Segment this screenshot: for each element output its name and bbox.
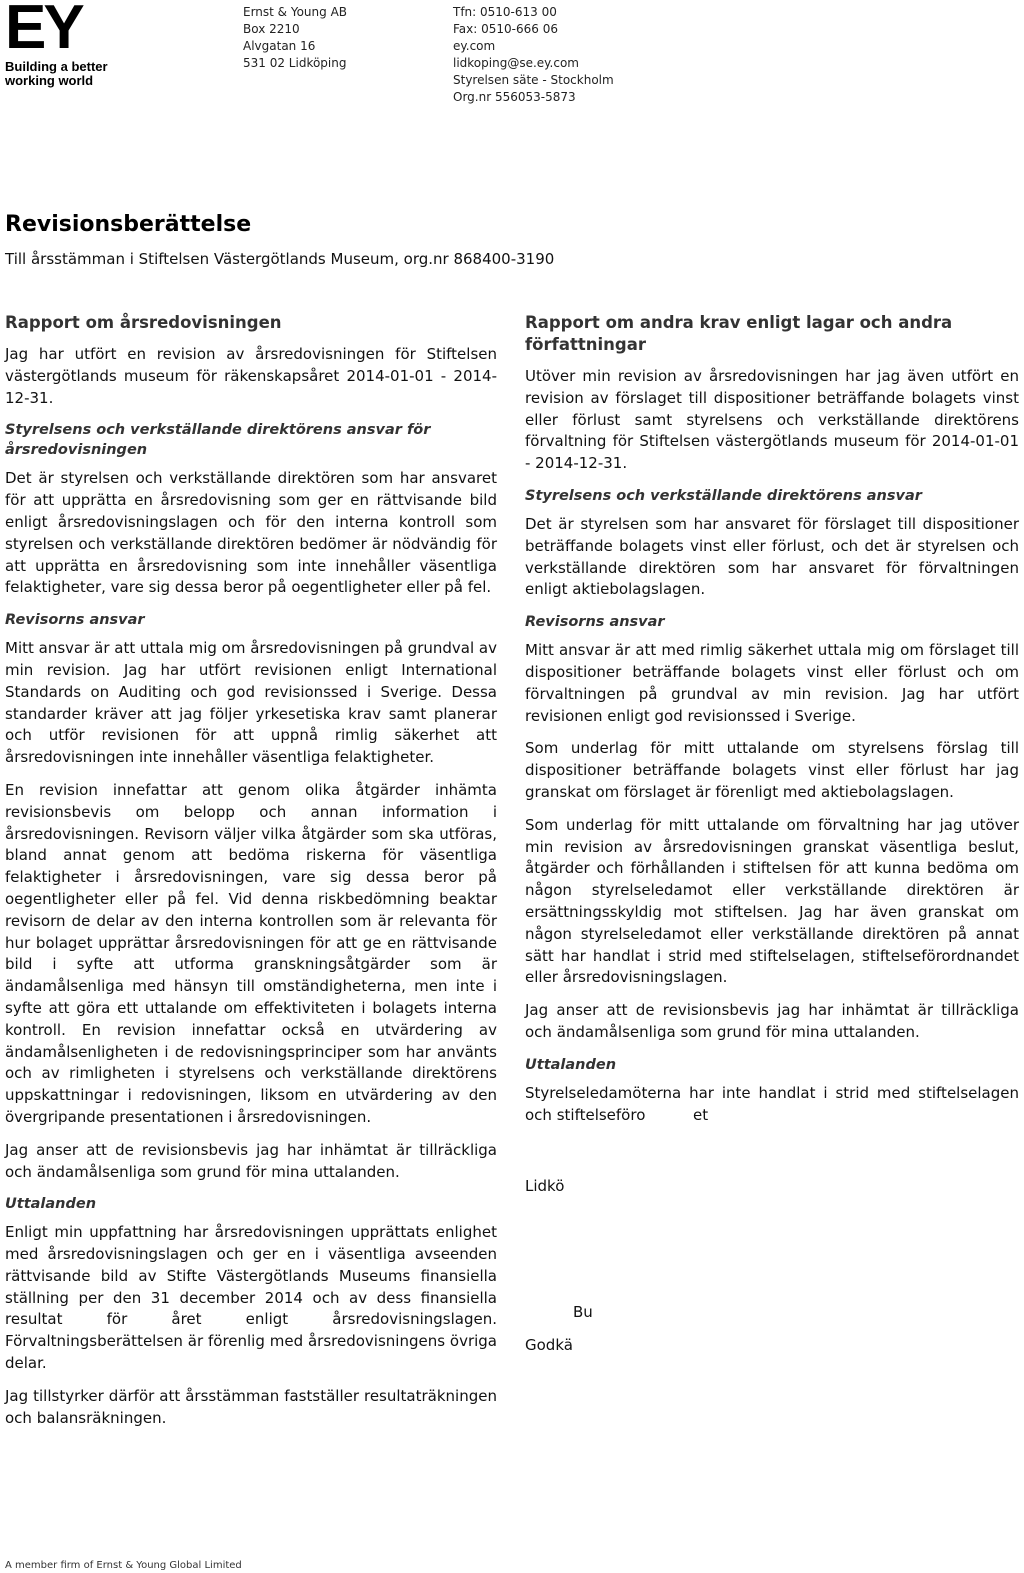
paragraph: Utöver min revision av årsredovisningen har jag även utfört en revision av förslaget till dispositioner beträffande bolagets vinst eller förlust samt styrelsens och verkställande direktörens förvaltning för Stiftelsen västergötlands museum för 2014-01-01 - 2014-12-31. [525,367,1019,473]
place-fragment: Lidkö [525,1177,565,1196]
paragraph: En revision innefattar att genom olika åtgärder inhämta revisionsbevis om belopp och annan information i årsredovisningen. Revisorn väljer vilka åtgärder som ska utföras, bland annat genom att bedöma riskerna för väsentliga felaktigheter i årsredovisningen, vare sig dessa beror på oegentligheter eller på fel. Vid denna riskbedömning beaktar revisorn de delar av den interna kontrollen som är relevanta för hur bolaget upprättar årsredovisningen för att ge en rättvisande bild i syfte att utforma granskningsåtgärder som är ändamålsenliga med hänsyn till omständigheterna, men inte i syfte att göra ett uttalande om effektiviteten i bolagets interna kontroll. En revision innefattar också en utvärdering av ändamålsenligheten i de redovisningsprinciper som har använts och av rimligheten i styrelsens och verkställande direktörens uppskattningar i redovisningen, liksom en utvärdering av den övergripande presentationen i årsredovisningen. [5,780,497,1126]
signature-fragment: Bu [573,1303,593,1322]
paragraph: Enligt min uppfattning har årsredovisningen upprättats enlighet med årsredovisningslagen och ger en i väsentliga avseenden rättvisande bild av Stifte Västergötlands Museums finansiella ställning per den 31 december 2014 och av dess finansiella resultat för året enligt årsredovisningslagen. Förvaltningsberättelsen är förenlig med årsredovisningens övriga delar. [5,1223,497,1373]
paragraph: Mitt ansvar är att uttala mig om årsredovisningen på grundval av min revision. Jag har utfört revisionen enligt International Standards on Auditing och god revisionssed i Sverige. Dessa standarder kräver att jag följer yrkesetiska krav samt planerar och utför revisionen för att uppnå rimlig säkerhet att årsredovisningen inte innehåller väsentliga felaktigheter. [5,639,498,767]
ey-logo [5,0,175,100]
section-heading: Rapport om årsredovisningen [5,313,282,332]
section-heading: Rapport om andra krav enligt lagar och andra författningar [525,313,953,354]
subsection-heading: Revisorns ansvar [5,612,145,629]
subsection-heading: Revisorns ansvar [525,614,665,631]
paragraph: Det är styrelsen som har ansvaret för förslaget till dispositioner beträffande bolagets vinst eller förlust, och det är styrelsen och verkställande direktören som har ansvaret för förvaltningen enligt aktiebolagslagen. [525,514,1019,599]
subsection-heading: Uttalanden [525,1056,617,1073]
subsection-heading: Uttalanden [5,1196,97,1213]
paragraph: Som underlag för mitt uttalande om styrelsens förslag till dispositioner beträffande bolagets vinst eller förlust har jag granskat om förslaget är förenligt med aktiebolagslagen. [525,739,1019,801]
page-title: Revisionsberättelse [5,212,252,237]
ey-logo-mark: EY [5,0,82,62]
footer-note: A member firm of Ernst & Young Global Limited [5,1560,242,1571]
subsection-heading: Styrelsens och verkställande direktörens ansvar [525,487,922,504]
logo-tagline: Building a better working world [5,59,108,88]
paragraph: Som underlag för mitt uttalande om förvaltning har jag utöver min revision av årsredovisningen granskat väsentliga beslut, åtgärder och förhållanden i stiftelsen för att kunna bedöma om någon styrelseledamot eller verkställande direktören är ersättningsskyldig mot stiftelsen. Jag har även granskat om någon styrelseledamot eller verkställande direktören på annat sätt har handlat i strid med stiftelselagen, stiftelseförordnandet eller årsredovisningslagen. [525,815,1019,987]
page-subtitle: Till årsstämman i Stiftelsen Västergötlands Museum, org.nr 868400-3190 [5,250,555,268]
left-column [5,312,497,1440]
contact-info: Tfn: 0510-613 00 Fax: 0510-666 06 ey.com lidkoping@se.ey.com Styrelsen säte - Stockholm Org.nr 556053-5873 [453,5,614,104]
paragraph: Mitt ansvar är att med rimlig säkerhet uttala mig om förslaget till dispositioner beträffande bolagets vinst eller förlust och om förvaltningen på grundval av min revision. Jag har utfört revisionen enligt god revisionssed i Sverige. [525,641,1019,725]
paragraph: Jag anser att de revisionsbevis jag har inhämtat är tillräckliga och ändamålsenliga som grund för mina uttalanden. [5,1140,497,1181]
approval-fragment: Godkä [525,1335,573,1354]
paragraph: Styrelseledamöterna har inte handlat i strid med stiftelselagen och stiftelseföro et [525,1083,1024,1124]
right-column [525,312,1024,1368]
paragraph: Jag tillstyrker därför att årsstämman fastställer resultaträkningen och balansräkningen. [5,1386,497,1427]
office-address: Ernst & Young AB Box 2210 Alvgatan 16 531 02 Lidköping [243,5,348,70]
paragraph: Det är styrelsen och verkställande direktören som har ansvaret för att upprätta en årsredovisning som ger en rättvisande bild enligt årsredovisningslagen och för den interna kontroll som styrelsen och verkställande direktören bedömer är nödvändig för att upprätta en årsredovisning som inte innehåller väsentliga felaktigheter, vare sig dessa beror på oegentligheter eller på fel. [5,469,497,597]
paragraph: Jag anser att de revisionsbevis jag har inhämtat är tillräckliga och ändamålsenliga som grund för mina uttalanden. [525,1001,1019,1041]
paragraph: Jag har utfört en revision av årsredovisningen för Stiftelsen västergötlands museum för räkenskapsåret 2014-01-01 - 2014-12-31. [5,345,497,407]
subsection-heading: Styrelsens och verkställande direktörens ansvar för årsredovisningen [5,422,431,459]
